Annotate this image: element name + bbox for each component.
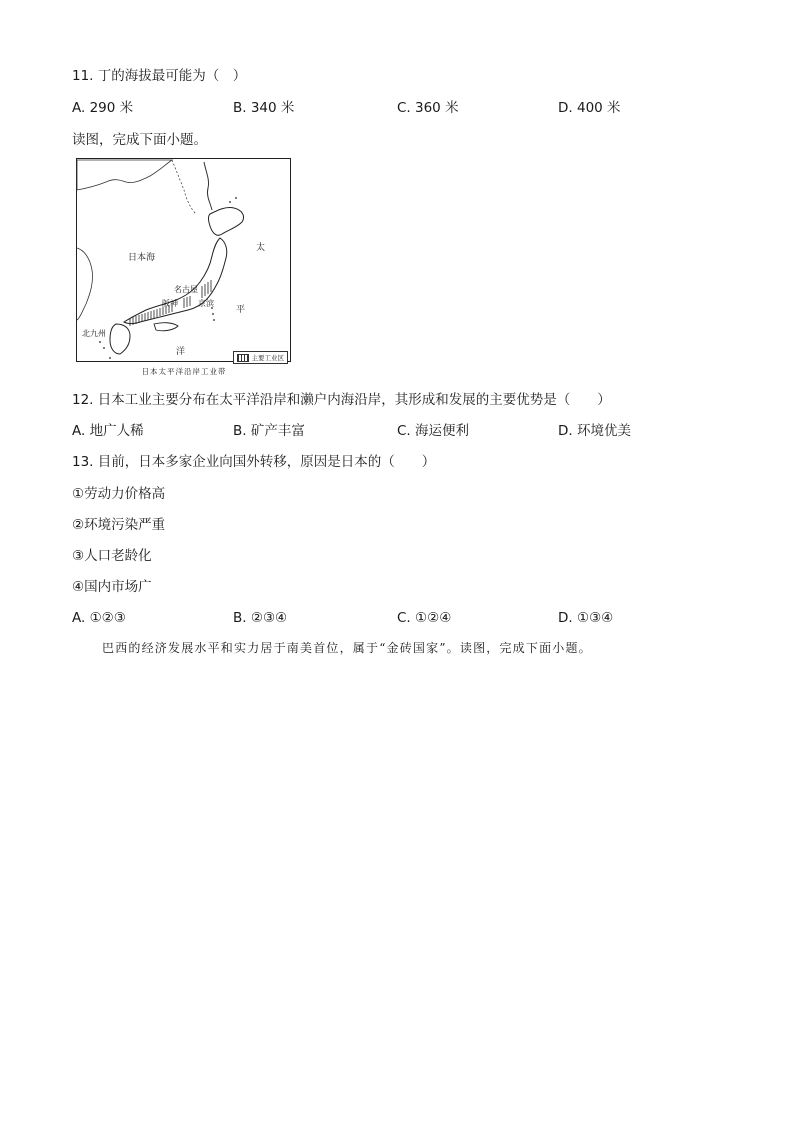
q12-stem: 12. 日本工业主要分布在太平洋沿岸和濑户内海沿岸，其形成和发展的主要优势是（ ）	[72, 392, 611, 408]
map-legend	[233, 351, 289, 364]
map-caption: 日本太平洋沿岸工业带	[141, 367, 227, 376]
map-label-nagoya: 名古屋	[174, 285, 198, 294]
q12-option-b: B. 矿产丰富	[233, 423, 305, 439]
map-frame	[77, 159, 291, 362]
q11-option-b: B. 340 米	[233, 100, 295, 116]
q13-item-4: ④国内市场广	[72, 579, 152, 595]
q13-option-a: A. ①②③	[72, 610, 126, 626]
legend-label: 主要工业区	[251, 354, 284, 362]
q12-option-d: D. 环境优美	[558, 423, 631, 439]
q13-stem: 13. 目前，日本多家企业向国外转移，原因是日本的（ ）	[72, 454, 436, 470]
q12-option-a: A. 地广人稀	[72, 423, 144, 439]
legend-swatch	[237, 354, 249, 362]
map-label-tai: 太	[256, 243, 266, 253]
map-label-sea-of-japan: 日本海	[128, 253, 156, 263]
q11-stem: 11. 丁的海拔最可能为（ ）	[72, 68, 247, 84]
q11-option-a: A. 290 米	[72, 100, 134, 116]
q13-option-b: B. ②③④	[233, 610, 288, 626]
q13-item-1: ①劳动力价格高	[72, 486, 166, 502]
q11-option-c: C. 360 米	[397, 100, 459, 116]
map-graphic	[76, 158, 292, 364]
instruction-text: 读图，完成下面小题。	[72, 132, 207, 148]
map-label-yang: 洋	[176, 347, 186, 357]
map-label-ping: 平	[236, 305, 246, 315]
q13-item-3: ③人口老龄化	[72, 548, 152, 564]
q13-option-c: C. ①②④	[397, 610, 452, 626]
q12-option-c: C. 海运便利	[397, 423, 470, 439]
q13-option-d: D. ①③④	[558, 610, 614, 626]
q13-item-2: ②环境污染严重	[72, 517, 166, 533]
map-label-hanshin: 阪神	[162, 299, 178, 308]
brazil-passage: 巴西的经济发展水平和实力居于南美首位，属于“金砖国家”。读图，完成下面小题。	[102, 641, 592, 655]
q11-option-d: D. 400 米	[558, 100, 621, 116]
japan-industry-map	[76, 158, 292, 380]
map-label-keihin: 京滨	[198, 299, 214, 308]
map-label-kitakyushu: 北九州	[82, 329, 106, 338]
